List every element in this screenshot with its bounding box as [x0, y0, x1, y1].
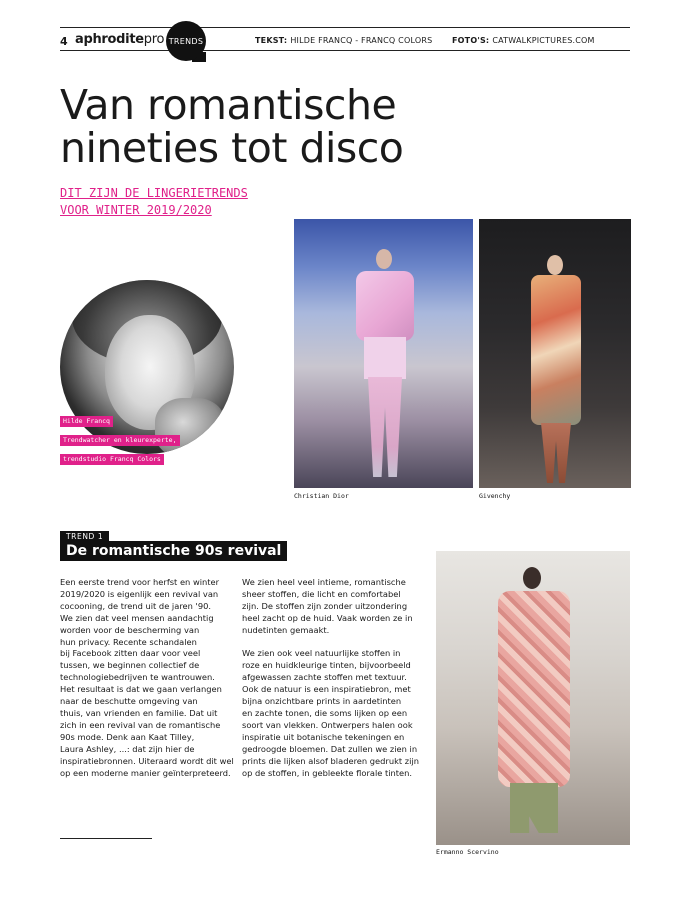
subtitle-line-1: DIT ZIJN DE LINGERIETRENDS [60, 186, 248, 200]
brand-main: aphrodite [75, 32, 144, 47]
section-badge: TRENDS [166, 21, 206, 61]
title-line-2: nineties tot disco [60, 124, 404, 172]
trend-number-label: TREND 1 [60, 531, 109, 542]
dior-model-shorts [364, 337, 406, 379]
photo-credit-value: CATWALKPICTURES.COM [492, 36, 595, 45]
header-top-rule [60, 27, 630, 28]
givenchy-model-dress [531, 275, 581, 425]
body-column-2: We zien heel veel intieme, romantische sheer stoffen, die licht en comfortabel zijn. De stoffen zijn zonder uitzondering heel zacht op de huid. Vaak worden ze in nudetinten gemaakt. We zien ook veel natuurlijke stoffen in roze en huidkleurige tinten, bijvoorbeeld afgewassen zachte stoffen met textuur. Ook de natuur is een inspiratiebron, met bijna onzichtbare prints in aardetinten en zachte tonen, die soms lijken op een soort van vlekken. Ontwerpers halen ook inspiratie uit botanische tekeningen en gedroogde bloemen. Dat zullen we zien in prints die lijken alsof bladeren gedrukt zijn op de stoffen, in gebleekte florale tinten. [242, 577, 420, 778]
footnote-rule [60, 838, 152, 839]
brand-pro: pro [143, 32, 165, 47]
photo-ermanno-scervino [436, 551, 630, 845]
photo-credit [452, 36, 595, 45]
article-subtitle [60, 185, 300, 219]
caption-givenchy: Givenchy [479, 492, 511, 500]
photo-credit-label: FOTO'S: [452, 36, 490, 45]
portrait-name: Hilde Francq [60, 416, 113, 427]
scervino-model-boots [510, 783, 558, 833]
caption-christian-dior: Christian Dior [294, 492, 349, 500]
scervino-model-dress [498, 591, 570, 787]
page-number: 4 [60, 35, 68, 48]
portrait-role-2: trendstudio Francq Colors [60, 454, 164, 465]
text-credit-value: HILDE FRANCQ - FRANCQ COLORS [290, 36, 433, 45]
givenchy-model-legs [541, 423, 571, 483]
body-column-1: Een eerste trend voor herfst en winter 2019/2020 is eigenlijk een revival van cocooning, de trend uit de jaren '90. We zien dat veel mensen aandachtig worden voor de bescherming van hun privacy. Recente schandalen bij Facebook zitten daar voor veel tussen, we beginnen collectief de technologiebedrijven te wantrouwen. Het resultaat is dat we gaan verlangen naar de beschutte omgeving van thuis, van vrienden en familie. Dat uit zich in een revival van de romantische 90s mode. Denk aan Kaat Tilley, Laura Ashley, ...: dat zijn hier de inspiratiebronnen. Uiteraard wordt dit wel op een moderne manier geïnterpreteerd. [60, 577, 234, 778]
article-title [60, 81, 500, 172]
scervino-model-head [523, 567, 541, 589]
brand-logo [75, 32, 164, 47]
subtitle-line-2: VOOR WINTER 2019/2020 [60, 203, 212, 217]
portrait-role-1: Trendwatcher en kleurexperte, [60, 435, 180, 446]
text-credit-label: TEKST: [255, 36, 288, 45]
photo-christian-dior [294, 219, 473, 488]
header-bottom-rule [60, 50, 630, 51]
trend-title: De romantische 90s revival [60, 541, 287, 561]
portrait-caption [60, 408, 180, 465]
title-line-1: Van romantische [60, 81, 397, 129]
text-credit [255, 36, 432, 45]
dior-model-legs [368, 377, 402, 477]
givenchy-model-head [547, 255, 563, 275]
caption-ermanno-scervino: Ermanno Scervino [436, 848, 499, 856]
dior-model-top [356, 271, 414, 341]
photo-givenchy [479, 219, 631, 488]
dior-model-head [376, 249, 392, 269]
